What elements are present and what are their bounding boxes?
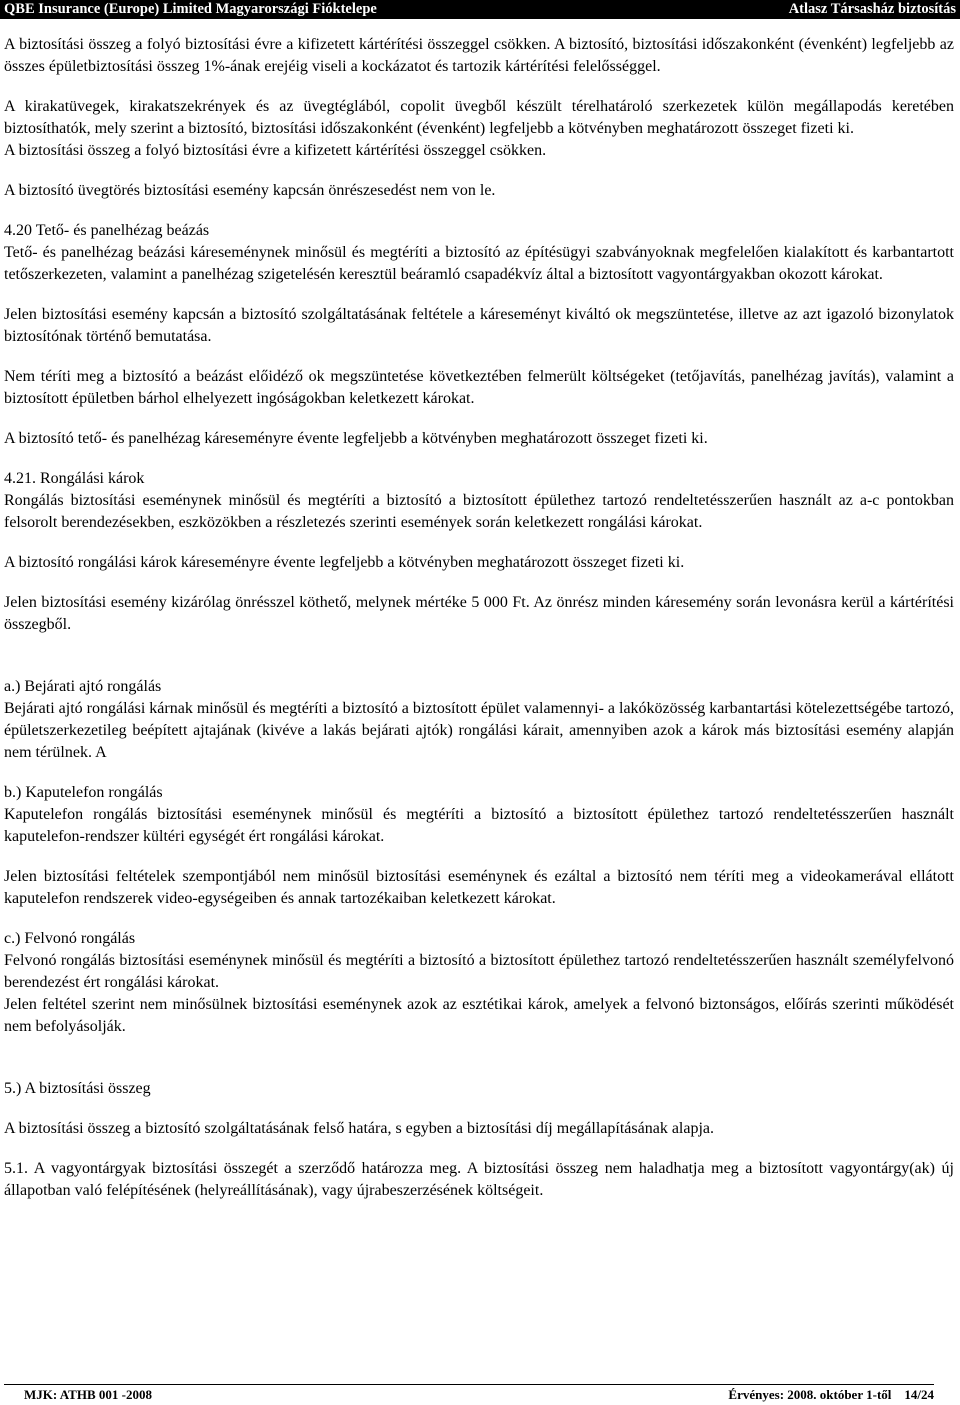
paragraph: 5.1. A vagyontárgyak biztosítási összegét a szerződő határozza meg. A biztosítási összeg nem haladhatja meg a biztosított vagyontárgy(ak) új állapotban való felépítésének (helyreállításának), vagy újrabeszerzésének költségeit.	[4, 1160, 954, 1199]
section-heading: 4.20 Tető- és panelhézag beázás	[4, 222, 210, 239]
paragraph: Nem téríti meg a biztosító a beázást előidéző ok megszüntetése következtében felmerült költségeket (tetőjavítás, panelhézag javítás), valamint a biztosított épületben bárhol elhelyezett ingóságokban keletkezett károkat.	[4, 368, 954, 407]
paragraph: A biztosító rongálási károk káreseményre évente legfeljebb a kötvényben meghatározott összeget fizeti ki.	[4, 554, 685, 571]
document-body	[4, 34, 954, 1202]
subsection-heading: c.) Felvonó rongálás	[4, 930, 136, 947]
paragraph: Rongálás biztosítási eseménynek minősül és megtéríti a biztosító a biztosított épülethez tartozó rendeltetésszerűen használt az a-c pontokban felsorolt berendezésekben, eszközökben a részletezés szerinti események során keletkezett rongálási károkat.	[4, 492, 954, 531]
subsection-heading: a.) Bejárati ajtó rongálás	[4, 678, 162, 695]
paragraph: A kirakatüvegek, kirakatszekrények és az üvegtéglából, copolit üvegből készült térelhatároló szerkezetek külön megállapodás keretében biztosíthatók, mely szerint a biztosító, biztosítási időszakonként (évenként) legfeljebb a kötvényben meghatározott összeget fizeti ki.	[4, 98, 954, 137]
paragraph: Jelen biztosítási esemény kapcsán a biztosító szolgáltatásának feltétele a káreseményt kiváltó ok megszüntetése, illetve az azt igazoló bizonylatok biztosítónak történő bemutatása.	[4, 306, 954, 345]
paragraph: A biztosítási összeg a biztosító szolgáltatásának felső határa, s egyben a biztosítási díj megállapításának alapja.	[4, 1120, 715, 1137]
paragraph: A biztosítási összeg a folyó biztosítási évre a kifizetett kártérítési összeggel csökken. A biztosító, biztosítási időszakonként (évenként) legfeljebb az összes épületbiztosítási összeg 1%-ának erejéig viseli a kockázatot és tartozik kártérítési felelősséggel.	[4, 36, 954, 75]
paragraph: Bejárati ajtó rongálási kárnak minősül és megtéríti a biztosító a biztosított épület valamennyi- a lakóközösség karbantartási kötelezettségébe tartozó, épületszerkezetileg beépített ajtajának (kivéve a lakás bejárati ajtók) rongálási kárait, amennyiben azok a károk más biztosítási esemény alapján nem térülnek. A	[4, 700, 954, 761]
footer-doc-code: MJK: ATHB 001 -2008	[24, 1387, 152, 1402]
paragraph: A biztosító üvegtörés biztosítási esemény kapcsán önrészesedést nem von le.	[4, 182, 496, 199]
paragraph: Jelen biztosítási esemény kizárólag önrésszel köthető, melynek mértéke 5 000 Ft. Az önrész minden káresemény során levonásra kerül a kártérítési összegből.	[4, 594, 954, 633]
paragraph: Kaputelefon rongálás biztosítási eseménynek minősül és megtéríti a biztosító a biztosított épülethez tartozó rendeltetésszerűen használt kaputelefon-rendszer kültéri egységét ért rongálási károkat.	[4, 806, 954, 845]
paragraph: A biztosítási összeg a folyó biztosítási évre a kifizetett kártérítési összeggel csökken.	[4, 142, 547, 159]
paragraph: Felvonó rongálás biztosítási eseménynek minősül és megtéríti a biztosító a biztosított épülethez tartozó rendeltetésszerűen használt személyfelvonó berendezést ért rongálási károkat.	[4, 952, 954, 991]
paragraph: Tető- és panelhézag beázási káreseménynek minősül és megtéríti a biztosító az építésügyi szabványoknak megfelelően kialakított és karbantartott tetőszerkezeten, valamint a panelhézag szigetelésén keresztül beáramló csapadékvíz által a biztosított vagyontárgyakban okozott károkat.	[4, 244, 954, 283]
footer-validity-page: Érvényes: 2008. október 1-től 14/24	[728, 1387, 934, 1402]
section-heading: 5.) A biztosítási összeg	[4, 1080, 151, 1097]
page-header	[0, 0, 960, 19]
paragraph: Jelen feltétel szerint nem minősülnek biztosítási eseménynek azok az esztétikai károk, amelyek a felvonó biztonságos, előírás szerinti működését nem befolyásolják.	[4, 996, 954, 1035]
paragraph: Jelen biztosítási feltételek szempontjából nem minősül biztosítási eseménynek és ezáltal a biztosító nem téríti meg a videokamerával ellátott kaputelefon rendszerek video-egységeiben és annak tartozékaiban keletkezett károkat.	[4, 868, 954, 907]
page-footer	[4, 1384, 934, 1405]
subsection-heading: b.) Kaputelefon rongálás	[4, 784, 163, 801]
header-product: Atlasz Társasház biztosítás	[788, 1, 956, 17]
section-heading: 4.21. Rongálási károk	[4, 470, 145, 487]
header-company: QBE Insurance (Europe) Limited Magyarországi Fióktelepe	[4, 1, 377, 17]
paragraph: A biztosító tető- és panelhézag káreseményre évente legfeljebb a kötvényben meghatározott összeget fizeti ki.	[4, 430, 708, 447]
